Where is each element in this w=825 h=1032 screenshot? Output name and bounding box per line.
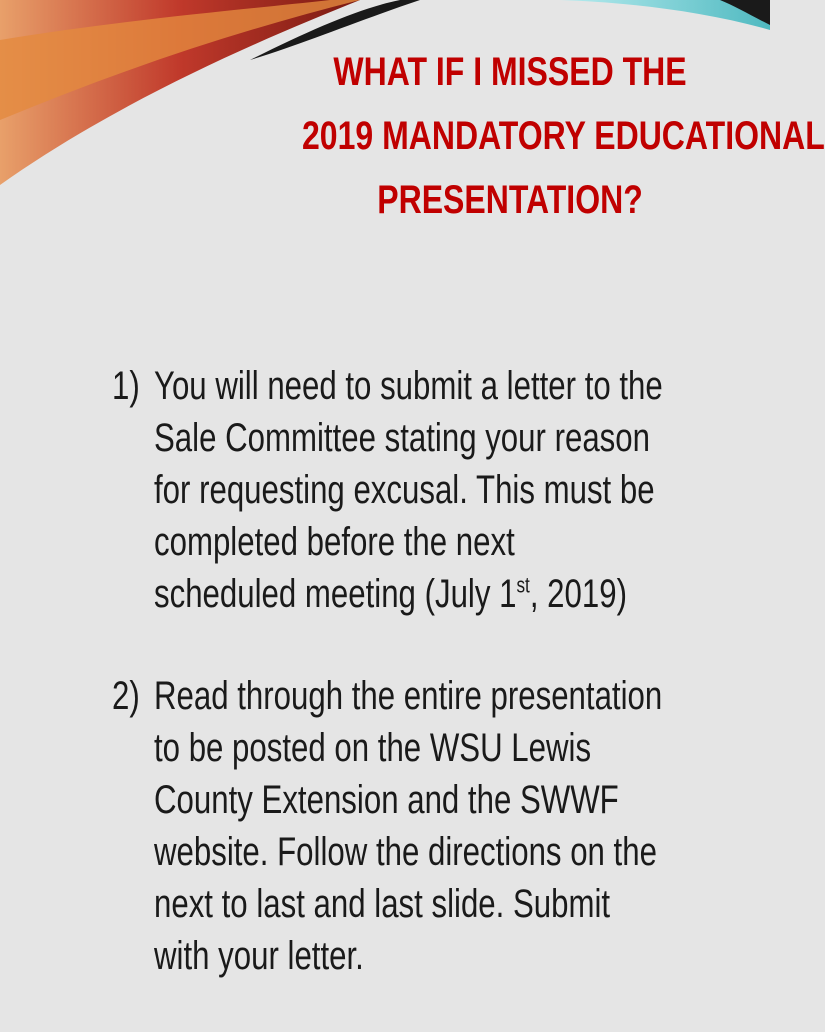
item-line: Read through the entire presentation bbox=[154, 674, 663, 718]
item-line bbox=[154, 568, 653, 620]
item-line: Sale Committee stating your reason bbox=[154, 416, 650, 460]
item-line: completed before the next bbox=[154, 520, 515, 564]
item-line: County Extension and the SWWF bbox=[154, 778, 619, 822]
title-line: PRESENTATION? bbox=[377, 178, 643, 222]
slide-title bbox=[302, 40, 825, 232]
title-line: 2019 MANDATORY EDUCATIONAL bbox=[302, 114, 825, 158]
item-number: 1) bbox=[112, 364, 140, 408]
item-line: You will need to submit a letter to the bbox=[154, 364, 663, 408]
numbered-list bbox=[112, 360, 672, 1032]
item-line: website. Follow the directions on the bbox=[154, 830, 657, 874]
list-item bbox=[112, 360, 672, 620]
line-text: scheduled meeting (July 1 bbox=[154, 572, 517, 616]
line-text: , 2019) bbox=[529, 572, 627, 616]
item-line: for requesting excusal. This must be bbox=[154, 468, 655, 512]
item-number: 2) bbox=[112, 674, 140, 718]
item-line: to be posted on the WSU Lewis bbox=[154, 726, 592, 770]
item-text bbox=[154, 360, 663, 620]
ordinal-suffix: st bbox=[516, 572, 530, 598]
title-line: WHAT IF I MISSED THE bbox=[333, 50, 687, 94]
list-item bbox=[112, 670, 672, 982]
item-text bbox=[154, 670, 663, 982]
item-line: with your letter. bbox=[154, 934, 364, 978]
item-line: next to last and last slide. Submit bbox=[154, 882, 611, 926]
